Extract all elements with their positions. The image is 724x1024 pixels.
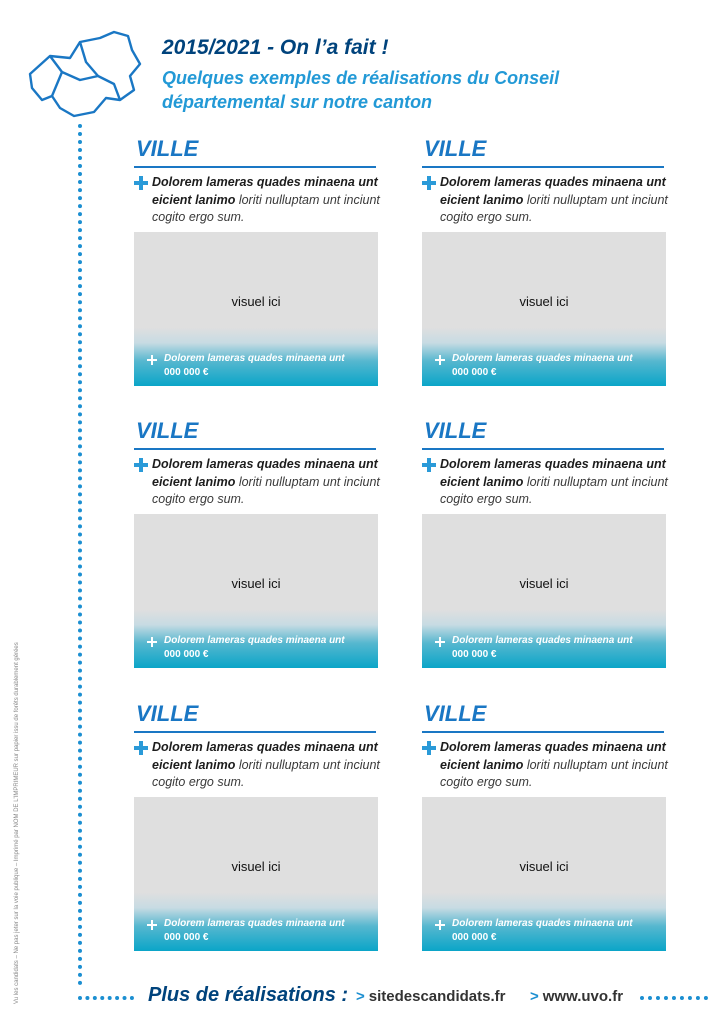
footer-link-uvo-text: www.uvo.fr xyxy=(542,988,624,1005)
card-description-bold: Dolorem lameras quades minaena unt eicient lanimo xyxy=(440,740,666,772)
visual-placeholder xyxy=(422,232,666,386)
visual-caption: Dolorem lameras quades minaena unt xyxy=(452,353,633,364)
visual-amount: 000 000 € xyxy=(452,932,497,943)
card-description xyxy=(440,174,672,227)
card-description-bold: Dolorem lameras quades minaena unt eicient lanimo xyxy=(440,457,666,489)
card-description-bold: Dolorem lameras quades minaena unt eicient lanimo xyxy=(152,175,378,207)
plus-icon xyxy=(422,741,436,755)
visual-caption: Dolorem lameras quades minaena unt xyxy=(164,918,345,929)
visual-label: visuel ici xyxy=(519,859,569,874)
card-description xyxy=(152,456,384,509)
realisation-card xyxy=(134,701,380,943)
card-description-light: loriti nulluptam unt inciunt cogito ergo sum. xyxy=(440,192,668,224)
card-description xyxy=(440,456,672,509)
card-title: VILLE xyxy=(424,136,487,161)
visual-amount: 000 000 € xyxy=(452,649,497,660)
visual-amount: 000 000 € xyxy=(164,367,209,378)
card-description-bold: Dolorem lameras quades minaena unt eicient lanimo xyxy=(152,740,378,772)
visual-placeholder xyxy=(134,514,378,668)
subtitle-line-2: départemental sur notre canton xyxy=(162,92,433,112)
visual-placeholder xyxy=(134,797,378,951)
card-description-bold: Dolorem lameras quades minaena unt eicient lanimo xyxy=(440,175,666,207)
card-divider xyxy=(422,731,664,733)
plus-icon xyxy=(147,920,157,930)
visual-caption: Dolorem lameras quades minaena unt xyxy=(164,635,345,646)
visual-caption: Dolorem lameras quades minaena unt xyxy=(452,918,633,929)
plus-icon xyxy=(435,355,445,365)
card-description xyxy=(152,174,384,227)
visual-label: visuel ici xyxy=(231,294,281,309)
subtitle-line-1: Quelques exemples de réalisations du Conseil xyxy=(162,68,560,88)
plus-icon xyxy=(147,637,157,647)
card-description xyxy=(440,739,672,792)
card-divider xyxy=(134,448,376,450)
footer-dotted-line xyxy=(640,996,708,1000)
card-description-light: loriti nulluptam unt inciunt cogito ergo sum. xyxy=(440,757,668,789)
realisation-card xyxy=(134,136,380,378)
visual-amount: 000 000 € xyxy=(164,932,209,943)
card-description xyxy=(152,739,384,792)
arrow-icon: > xyxy=(530,988,539,1005)
card-title: VILLE xyxy=(424,418,487,443)
visual-caption: Dolorem lameras quades minaena unt xyxy=(164,353,345,364)
plus-icon xyxy=(422,176,436,190)
card-title: VILLE xyxy=(136,136,199,161)
legal-mention: Vu les candidats – Ne pas jeter sur la voie publique – Imprimé par NOM DE L'IMPRIMEUR sur papier issu de forêts durablement gérées xyxy=(14,642,20,1004)
realisation-card xyxy=(422,418,668,660)
visual-placeholder xyxy=(134,232,378,386)
card-description-light: loriti nulluptam unt inciunt cogito ergo sum. xyxy=(440,474,668,506)
card-title: VILLE xyxy=(136,701,199,726)
plus-icon xyxy=(134,458,148,472)
visual-label: visuel ici xyxy=(519,294,569,309)
card-divider xyxy=(422,166,664,168)
visual-placeholder xyxy=(422,514,666,668)
footer-link-candidates[interactable] xyxy=(356,988,505,1005)
card-title: VILLE xyxy=(136,418,199,443)
footer-lead: Plus de réalisations : xyxy=(148,984,349,1006)
card-title: VILLE xyxy=(424,701,487,726)
plus-icon xyxy=(435,920,445,930)
card-divider xyxy=(134,731,376,733)
footer-link-uvo[interactable] xyxy=(530,988,623,1005)
realisation-card xyxy=(422,136,668,378)
plus-icon xyxy=(134,176,148,190)
page-title: 2015/2021 - On l’a fait ! xyxy=(162,36,389,59)
footer-dotted-line xyxy=(78,996,134,1000)
visual-label: visuel ici xyxy=(231,859,281,874)
plus-icon xyxy=(422,458,436,472)
card-divider xyxy=(134,166,376,168)
card-divider xyxy=(422,448,664,450)
plus-icon xyxy=(435,637,445,647)
visual-label: visuel ici xyxy=(519,576,569,591)
visual-label: visuel ici xyxy=(231,576,281,591)
card-description-light: loriti nulluptam unt inciunt cogito ergo sum. xyxy=(152,757,380,789)
card-description-light: loriti nulluptam unt inciunt cogito ergo sum. xyxy=(152,192,380,224)
footer-link-candidates-text: sitedescandidats.fr xyxy=(368,988,506,1005)
card-description-light: loriti nulluptam unt inciunt cogito ergo sum. xyxy=(152,474,380,506)
realisation-card xyxy=(422,701,668,943)
arrow-icon: > xyxy=(356,988,365,1005)
vertical-dotted-line xyxy=(78,124,82,986)
visual-placeholder xyxy=(422,797,666,951)
plus-icon xyxy=(134,741,148,755)
plus-icon xyxy=(147,355,157,365)
visual-amount: 000 000 € xyxy=(164,649,209,660)
visual-amount: 000 000 € xyxy=(452,367,497,378)
canton-map-icon xyxy=(22,28,142,122)
card-description-bold: Dolorem lameras quades minaena unt eicient lanimo xyxy=(152,457,378,489)
visual-caption: Dolorem lameras quades minaena unt xyxy=(452,635,633,646)
realisation-card xyxy=(134,418,380,660)
page-subtitle xyxy=(162,66,559,114)
